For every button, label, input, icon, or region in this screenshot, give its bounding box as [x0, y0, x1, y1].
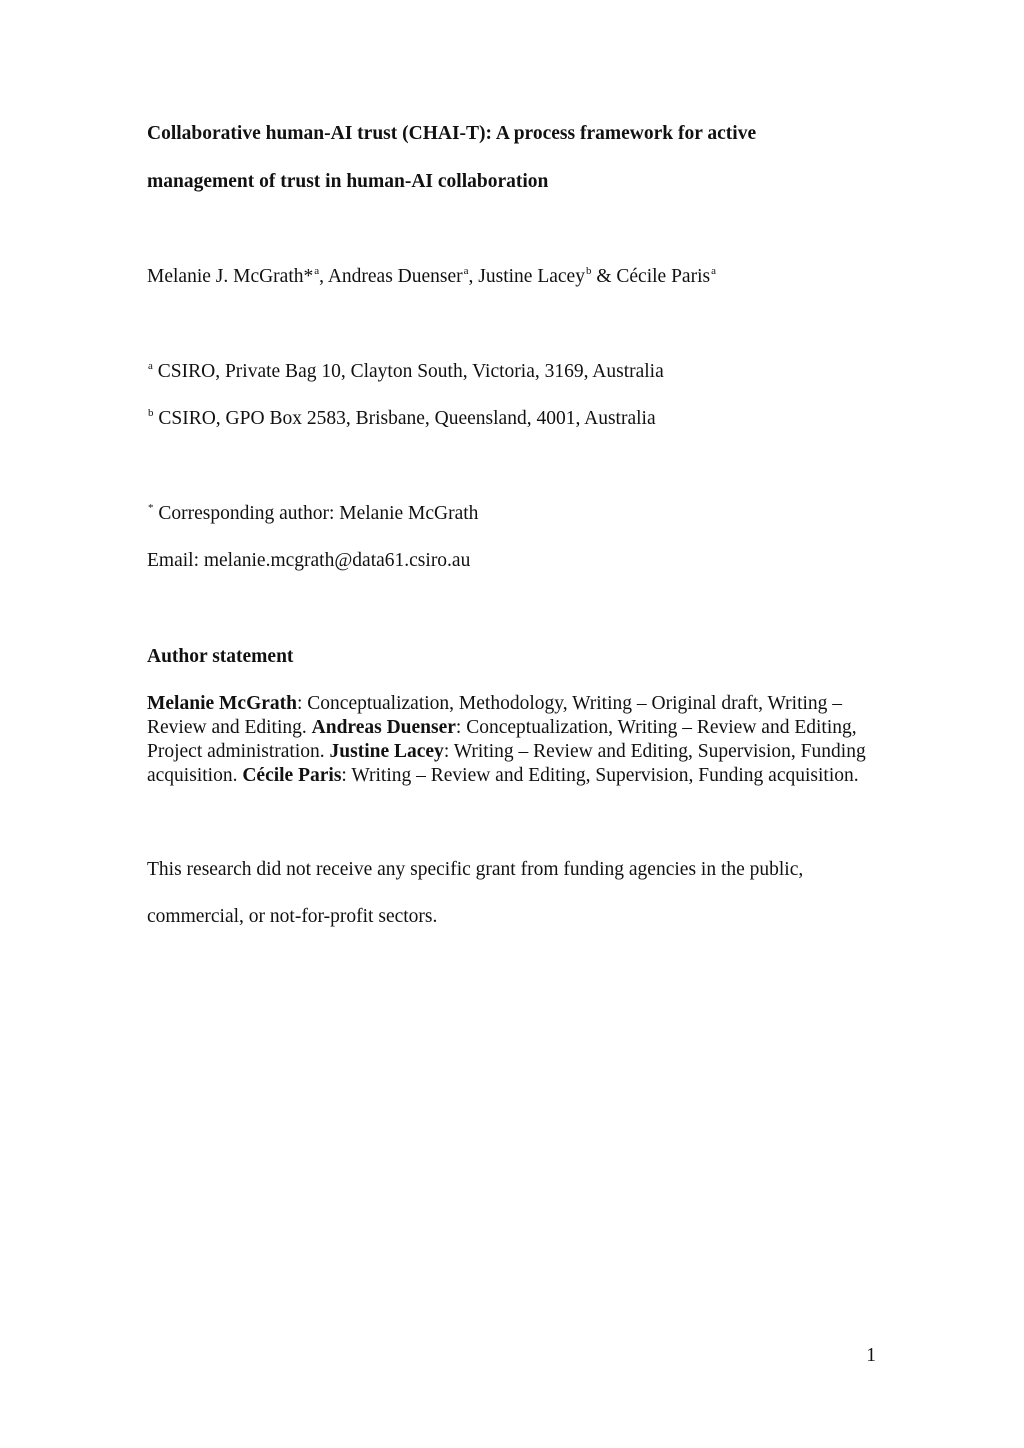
- statement-author-name: Justine Lacey: [329, 741, 444, 762]
- paper-title-line-1: Collaborative human-AI trust (CHAI-T): A process framework for active: [147, 123, 757, 144]
- author-name: Melanie J. McGrath*: [147, 266, 314, 287]
- author-name: Cécile Paris: [616, 266, 711, 287]
- statement-author-roles: : Conceptualization, Methodology, Writing – Original draft, Writing – Review and Editing.: [147, 693, 843, 738]
- statement-author-name: Andreas Duenser: [311, 717, 456, 738]
- affiliation-text: CSIRO, GPO Box 2583, Brisbane, Queensland, 4001, Australia: [158, 408, 656, 429]
- statement-author-roles: : Writing – Review and Editing, Supervision, Funding acquisition.: [341, 765, 859, 786]
- author-affiliation-mark: a: [711, 265, 716, 277]
- author-separator: ,: [468, 266, 479, 287]
- statement-author-name: Cécile Paris: [242, 765, 342, 786]
- funding-statement-line-1: This research did not receive any specific grant from funding agencies in the public,: [147, 859, 804, 880]
- statement-author-roles: : Writing – Review and Editing, Supervision, Funding acquisition.: [147, 741, 866, 786]
- paper-title-line-2: management of trust in human-AI collaboration: [147, 171, 549, 192]
- corresponding-text: Corresponding author: Melanie McGrath: [158, 503, 479, 524]
- author-separator: ,: [319, 266, 328, 287]
- funding-statement-line-2: commercial, or not-for-profit sectors.: [147, 906, 438, 927]
- author-statement-body: [147, 692, 887, 788]
- author-separator: &: [591, 266, 617, 287]
- affiliation-b: [147, 407, 656, 433]
- corresponding-email: Email: melanie.mcgrath@data61.csiro.au: [147, 550, 471, 571]
- page-number: 1: [866, 1345, 876, 1366]
- author-list: [147, 265, 716, 291]
- author-name: Justine Lacey: [478, 266, 585, 287]
- statement-author-name: Melanie McGrath: [147, 693, 297, 714]
- author-affiliation-mark: a: [314, 265, 320, 277]
- corresponding-mark: *: [148, 502, 154, 514]
- statement-author-roles: : Conceptualization, Writing – Review and Editing, Project administration.: [147, 717, 857, 762]
- affiliation-mark: a: [148, 360, 153, 372]
- author-name: Andreas Duenser: [327, 266, 463, 287]
- author-affiliation-mark: a: [463, 265, 469, 277]
- affiliation-mark: b: [148, 407, 154, 419]
- author-statement-heading: Author statement: [147, 646, 294, 667]
- affiliation-a: [147, 360, 664, 386]
- corresponding-author: [147, 502, 478, 528]
- author-affiliation-mark: b: [585, 265, 592, 277]
- affiliation-text: CSIRO, Private Bag 10, Clayton South, Victoria, 3169, Australia: [157, 361, 664, 382]
